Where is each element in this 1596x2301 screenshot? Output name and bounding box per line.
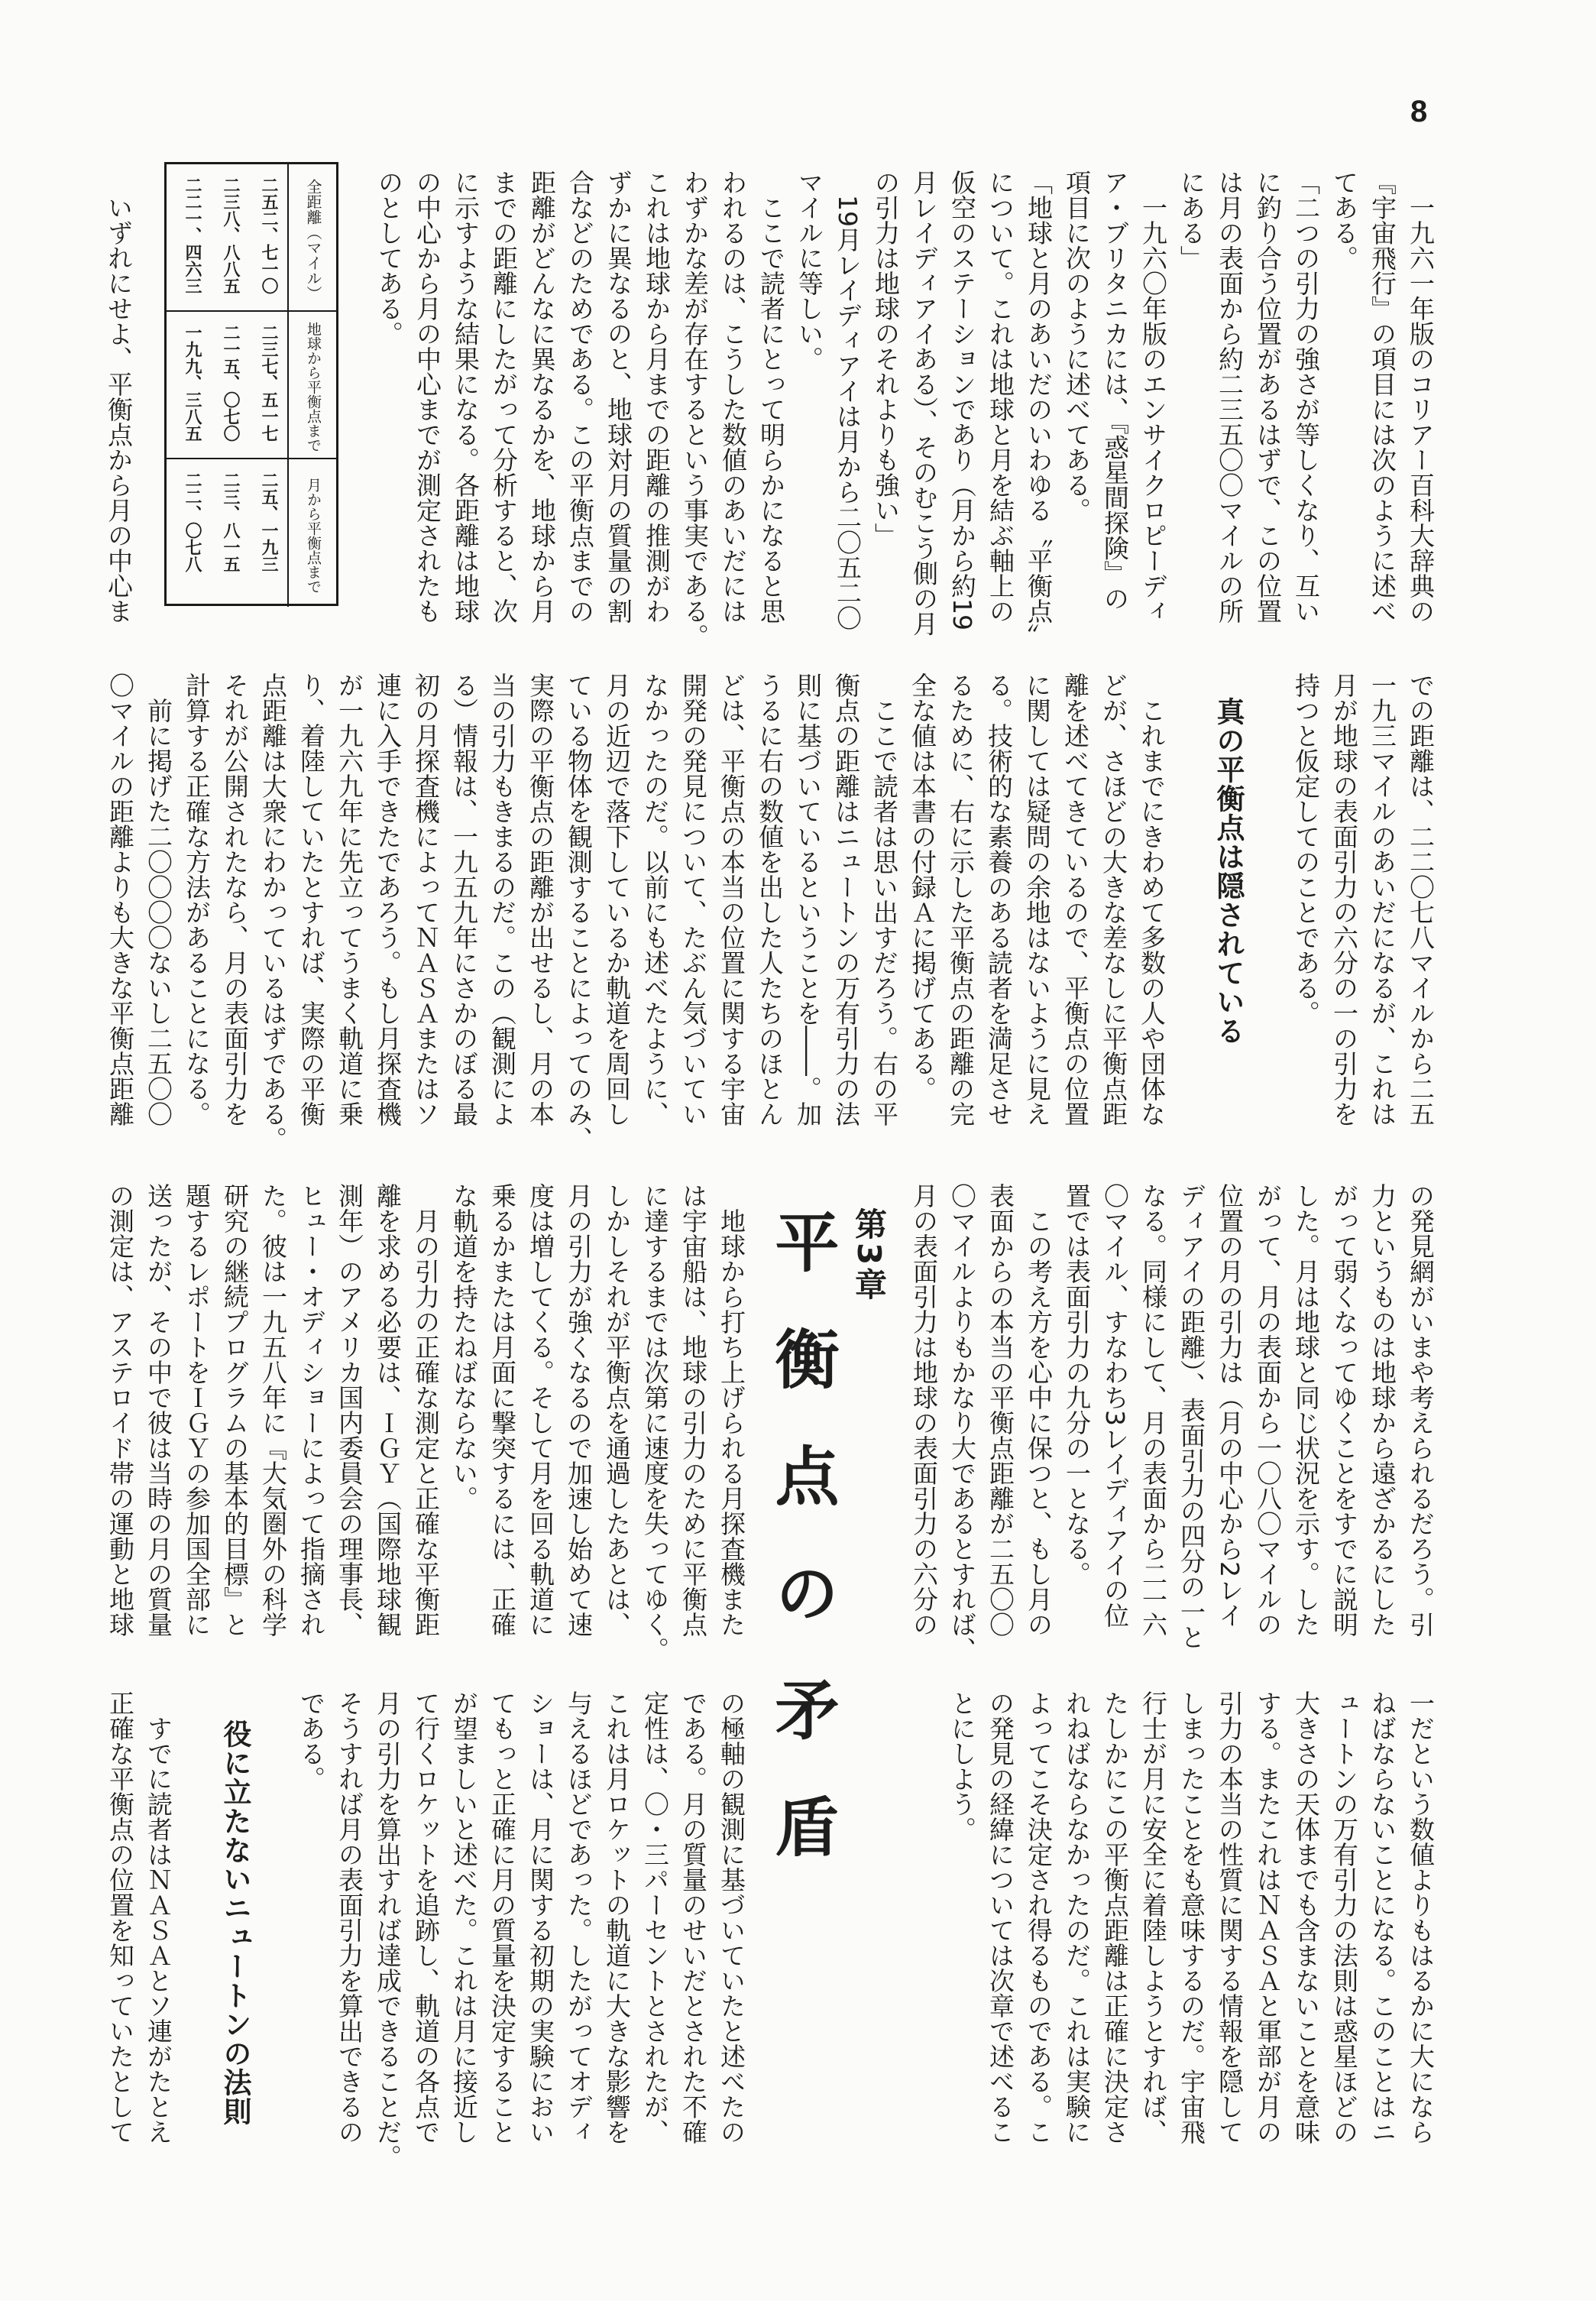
text-line: 地球から打ち上げられる月探査機また (717, 1183, 746, 1637)
text-line: いずれにせよ、平衡点から月の中心ま (104, 170, 134, 624)
text-line: て行くロケットを追跡し、軌道の各点で (411, 1690, 441, 2144)
text-line: 前に掲げた二〇〇〇〇ないし二五〇〇 (144, 672, 173, 1126)
text-line: これは月ロケットの軌道に大きな影響を (602, 1690, 632, 2144)
text-line: なる。同様にして、月の表面から二一六 (1138, 1183, 1168, 1637)
text-line: 月の表面引力は地球の表面引力の六分の (909, 1183, 939, 1637)
text-line: れねばならなかったのだ。これは実験に (1062, 1690, 1092, 2144)
text-line: 一九三マイルのあいだになるが、これは (1368, 672, 1397, 1126)
table-cell: 二三七、五一七 (259, 324, 278, 442)
text-block-tier4-right (943, 1690, 1439, 2144)
chapter-title: 平衡点の矛盾 (765, 1209, 840, 1910)
text-line: は宇宙船は、地球の引力のために平衡点 (678, 1183, 708, 1637)
text-line: 与えるほどであった。したがってオディ (564, 1690, 594, 2144)
text-line: 距離がどんなに異なるかを、地球から月 (527, 170, 557, 624)
text-line: 〇マイルよりもかなり大であるとすれば、 (947, 1183, 977, 1662)
text-line: どが、さほどの大きな差なしに平衡点距 (1099, 672, 1128, 1126)
text-line: に関しては疑問の余地はないように見え (1022, 672, 1052, 1126)
table-section-moon-to-point (167, 459, 336, 607)
text-line: しまったことをも意味するのだ。宇宙飛 (1177, 1690, 1206, 2144)
text-line: 離を述べてきているので、平衡点の位置 (1060, 672, 1090, 1126)
text-line: に達するまでは次第に速度を失ってゆく。 (640, 1183, 670, 1662)
text-line: 離を求める必要は、ＩＧＹ（国際地球観 (373, 1183, 403, 1637)
text-line: までの距離にしたがって分析すると、次 (489, 170, 519, 624)
text-line: にある」 (1177, 170, 1206, 271)
text-line: マイルに等しい。 (795, 170, 824, 371)
text-line: 点距離は大衆にわかっているはずである。 (258, 672, 288, 1152)
text-line: に釣り合う位置があるはずで、この位置 (1253, 170, 1283, 624)
text-line: る）情報は、一九五九年にさかのぼる最 (449, 672, 479, 1126)
text-line: どは、平衡点の本当の位置に関する宇宙 (717, 672, 746, 1126)
text-line: 項目に次のように述べてある。 (1062, 170, 1092, 523)
text-line: ヒュー・オディショーによって指摘され (296, 1183, 326, 1637)
text-line: 初の月探査機によってＮＡＳＡまたはソ (411, 672, 441, 1126)
text-block-tier1-left (99, 170, 138, 624)
text-line: 表面からの本当の平衡点距離が二五〇〇 (986, 1183, 1015, 1637)
text-line: 衡点の距離はニュートンの万有引力の法 (831, 672, 861, 1126)
text-line: 大きさの天体までも含まないことを意味 (1291, 1690, 1321, 2144)
text-line: るために、右に示した平衡点の距離の完 (946, 672, 976, 1126)
text-line: は月の表面から約二三五〇〇マイルの所 (1215, 170, 1245, 624)
text-line: これは地球から月までの距離の推測がわ (642, 170, 672, 624)
text-line: 持つと仮定してのことである。 (1291, 672, 1321, 1026)
text-block-tier3-left (101, 1183, 750, 1662)
text-line: ュートンの万有引力の法則は惑星ほどの (1329, 1690, 1359, 2144)
text-line: すでに読者はＮＡＳＡとソ連がたとえ (144, 1690, 173, 2144)
text-line: 『宇宙飛行』の項目には次のように述べ (1368, 170, 1397, 624)
text-line: 月の引力が強くなるので加速し始めて速 (564, 1183, 594, 1637)
text-line: した。月は地球と同じ状況を示す。した (1291, 1183, 1321, 1637)
text-block-tier3-right (905, 1183, 1439, 1662)
text-line: がって、月の表面から一〇八〇マイルの (1253, 1183, 1283, 1637)
text-line: ずかに異なるのと、地球対月の質量の割 (604, 170, 633, 624)
text-line: 行士が月に安全に着陸しようとすれば、 (1138, 1690, 1168, 2144)
table-section-total-distance (167, 164, 336, 312)
text-line: な軌道を持たねばならない。 (449, 1183, 479, 1511)
text-line: に示すような結果になる。各距離は地球 (451, 170, 481, 624)
text-line: うるに右の数値を出した人たちのほとん (755, 672, 785, 1126)
text-block-tier4-left (101, 1690, 177, 2144)
text-line: ディアイの距離）、表面引力の四分の一と (1177, 1183, 1206, 1650)
text-line: である。 (296, 1690, 326, 1791)
text-line: よってこそ決定され得るものである。こ (1024, 1690, 1054, 2144)
text-line: 全な値は本書の付録Ａに掲げてある。 (908, 672, 937, 1101)
text-line: とにしよう。 (947, 1690, 977, 1842)
text-block-tier1-right (370, 170, 1439, 649)
text-line: なかったのだ。以前にも述べたように、 (640, 672, 670, 1126)
text-line: ここで読者は思い出すだろう。右の平 (869, 672, 899, 1126)
text-line: そうすれば月の表面引力を算出できるの (335, 1690, 364, 2144)
text-line: この考え方を心中に保つと、もし月の (1024, 1183, 1054, 1637)
text-line: 月の近辺で落下しているか軌道を周回し (602, 672, 632, 1126)
text-line: ショーは、月に関する初期の実験におい (526, 1690, 555, 2144)
text-line: これまでにきわめて多数の人や団体な (1137, 672, 1167, 1126)
table-cell: 一九九、三八五 (183, 324, 202, 442)
text-line: 連に入手できたであろう。もし月探査機 (373, 672, 403, 1126)
text-line: 計算する正確な方法があることになる。 (182, 672, 212, 1126)
text-line: が一九六九年に先立ってうまく軌道に乗 (335, 672, 364, 1126)
text-line: 19月レイディアイは月から二〇五二〇 (833, 170, 863, 630)
text-line: での距離は、二二〇七八マイルから二五 (1406, 672, 1436, 1126)
text-line: しかしそれが平衡点を通過したあとは、 (602, 1183, 632, 1637)
text-line: 一九六〇年版のエンサイクロピーディ (1138, 170, 1168, 624)
text-line: について。これは地球と月を結ぶ軸上の (986, 170, 1015, 624)
text-line: 「二つの引力の強さが等しくなり、互い (1291, 170, 1321, 624)
text-line: 測年）のアメリカ国内委員会の理事長、 (335, 1183, 364, 1637)
text-line: 位置の月の引力は（月の中心から2レイ (1215, 1183, 1245, 1628)
text-line: の発見の経緯については次章で述べるこ (986, 1690, 1015, 2144)
text-line: 度は増してくる。そして月を回る軌道に (526, 1183, 555, 1637)
table-header: 月から平衡点まで (287, 459, 336, 607)
table-header: 全距離（マイル） (287, 164, 336, 310)
text-line: それが公開されたなら、月の表面引力を (220, 672, 250, 1126)
table-cell: 二一五、〇七〇 (221, 324, 240, 442)
text-line: り、着陸していたとすれば、実際の平衡 (296, 672, 326, 1126)
text-line: ねばならないことになる。このことはニ (1368, 1690, 1397, 2144)
distance-table (164, 162, 338, 606)
text-line: わずかな差が存在するという事実である。 (680, 170, 710, 649)
text-line: の発見網がいまや考えられるだろう。引 (1406, 1183, 1436, 1637)
text-line: 一だという数値よりもはるかに大になら (1406, 1690, 1436, 2144)
text-line: 〇マイル、すなわち3レイディアイの位 (1100, 1183, 1130, 1628)
section-heading: 役に立たないニュートンの法則 (219, 1719, 251, 2126)
text-line: 月の引力を算出すれば達成できることだ。 (373, 1690, 403, 2170)
page-number: 8 (1410, 95, 1428, 128)
text-line: 正確な平衡点の位置を知っていたとして (105, 1690, 135, 2144)
text-line: が望ましいと述べた。これは月に接近し (449, 1690, 479, 2144)
table-cell: 二二一、四六三 (183, 177, 202, 294)
text-line: てもっと正確に月の質量を決定すること (487, 1690, 517, 2144)
text-line: の中心から月の中心までが測定されたも (413, 170, 442, 624)
text-line: たしかにこの平衡点距離は正確に決定さ (1100, 1690, 1130, 2144)
text-line: のとしてある。 (374, 170, 404, 346)
text-line: 仮空のステーションであり（月から約19 (947, 170, 977, 630)
text-line: ア・ブリタニカには、『惑星間探険』の (1100, 170, 1130, 611)
table-cell: 二二、〇七八 (183, 472, 202, 572)
table-cell: 二五、一九三 (259, 472, 278, 572)
text-line: 定性は、〇・三パーセントとされたが、 (640, 1690, 670, 2144)
text-line: 合などのためである。この平衡点までの (565, 170, 595, 624)
text-line: の引力は地球のそれよりも強い」 (871, 170, 901, 548)
text-line: 則に基づいているということを――。加 (793, 672, 823, 1126)
text-block-tier2-left (101, 672, 1170, 1152)
text-line: ている物体を観測することによってのみ、 (564, 672, 594, 1152)
table-cell: 二五二、七一〇 (259, 177, 278, 294)
table-section-earth-to-point (167, 312, 336, 459)
text-line: てある。 (1329, 170, 1359, 271)
table-cell: 二三、八一五 (221, 472, 240, 572)
text-line: 〇マイルの距離よりも大きな平衡点距離 (105, 672, 135, 1126)
text-line: 題するレポートをＩＧＹの参加国全部に (182, 1183, 212, 1637)
chapter-number: 第3章 (850, 1207, 888, 1304)
text-line: 開発の発見について、たぶん気づいてい (678, 672, 708, 1126)
text-line: 当の引力もきまるのだ。この（観測によ (487, 672, 517, 1126)
text-line: 研究の継続プログラムの基本的目標』と (220, 1183, 250, 1637)
text-line: 月の引力の正確な測定と正確な平衡距 (411, 1183, 441, 1637)
table-cell: 二三八、八八五 (221, 177, 240, 294)
text-line: 一九六一年版のコリアー百科大辞典の (1406, 170, 1436, 624)
text-line: の測定は、アステロイド帯の運動と地球 (105, 1183, 135, 1637)
text-line: 月が地球の表面引力の六分の一の引力を (1329, 672, 1359, 1126)
text-line: 「地球と月のあいだのいわゆる〝平衡点〟 (1024, 170, 1054, 649)
text-line: 実際の平衡点の距離が出せるし、月の本 (526, 672, 555, 1126)
text-line: 力というものは地球から遠ざかるにした (1368, 1183, 1397, 1637)
text-line: ここで読者にとって明らかになると思 (756, 170, 786, 624)
text-line: である。月の質量のせいだとされた不確 (678, 1690, 708, 2144)
text-line: の極軸の観測に基づいていたと述べたの (717, 1690, 746, 2144)
text-line: る。技術的な素養のある読者を満足させ (984, 672, 1014, 1126)
text-line: われるのは、こうした数値のあいだには (718, 170, 748, 624)
text-line: する。またこれはＮＡＳＡと軍部が月の (1253, 1690, 1283, 2144)
text-block-tier2-right (1287, 672, 1439, 1126)
text-line: 乗るかまたは月面に撃突するには、正確 (487, 1183, 517, 1637)
text-line: た。彼は一九五八年に『大気圏外の科学 (258, 1183, 288, 1637)
text-line: 置では表面引力の九分の一となる。 (1062, 1183, 1092, 1586)
text-line: 送ったが、その中で彼は当時の月の質量 (144, 1183, 173, 1637)
text-line: がって弱くなってゆくことをすでに説明 (1329, 1183, 1359, 1637)
text-block-tier4-middle (292, 1690, 750, 2170)
section-heading: 真の平衡点は隠されている (1212, 697, 1245, 1045)
text-line: 月レイディアイある）、そのむこう側の月 (909, 170, 939, 637)
text-line: 引力の本当の性質に関する情報を隠して (1215, 1690, 1245, 2144)
table-header: 地球から平衡点まで (287, 312, 336, 458)
